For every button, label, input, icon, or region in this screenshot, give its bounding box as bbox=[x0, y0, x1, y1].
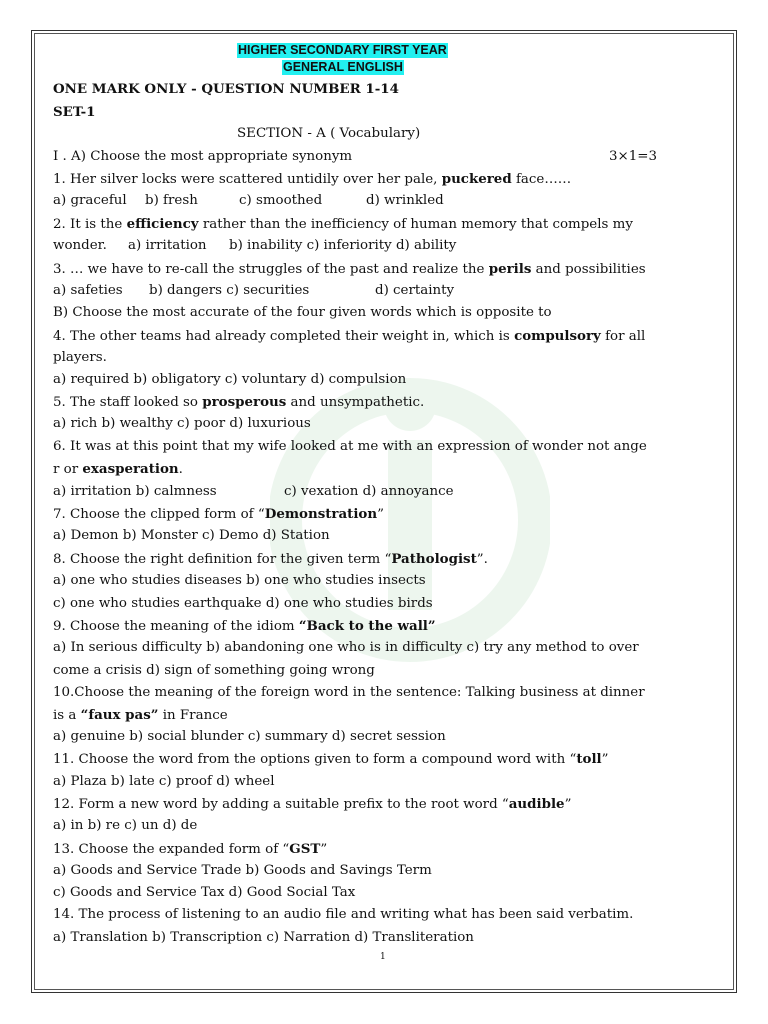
q12-options: a) in b) re c) un d) de bbox=[53, 818, 198, 833]
q11-text-post: ” bbox=[601, 752, 609, 767]
q2-text-post: rather than the inefficiency of human memory that compels my bbox=[198, 217, 633, 232]
q13-text-pre: 13. Choose the expanded form of “ bbox=[53, 842, 290, 857]
q3-text-pre: 3. … we have to re-call the struggles of the past and realize the bbox=[53, 262, 489, 277]
q7-options: a) Demon b) Monster c) Demo d) Station bbox=[53, 528, 330, 543]
question-4 bbox=[53, 327, 645, 346]
q2-line-2-start: wonder. bbox=[53, 238, 107, 253]
q12-text-pre: 12. Form a new word by adding a suitable prefix to the root word “ bbox=[53, 797, 509, 812]
q8-options-ab: a) one who studies diseases b) one who studies insects bbox=[53, 573, 426, 588]
q1-keyword: puckered bbox=[441, 171, 512, 187]
q6-text-post: . bbox=[178, 462, 183, 477]
part-b-instruction: B) Choose the most accurate of the four given words which is opposite to bbox=[53, 305, 552, 320]
q2-options-bcd: b) inability c) inferiority d) ability bbox=[229, 238, 457, 253]
q4-text-pre: 4. The other teams had already completed their weight in, which is bbox=[53, 329, 515, 344]
q11-options: a) Plaza b) late c) proof d) wheel bbox=[53, 774, 275, 789]
q8-keyword: Pathologist bbox=[391, 551, 477, 567]
paper-title: ONE MARK ONLY - QUESTION NUMBER 1-14 bbox=[53, 81, 399, 97]
q14-options: a) Translation b) Transcription c) Narration d) Transliteration bbox=[53, 930, 474, 945]
q13-options-ab: a) Goods and Service Trade b) Goods and Savings Term bbox=[53, 863, 432, 878]
question-12 bbox=[53, 795, 571, 814]
q6-line-2 bbox=[53, 460, 183, 479]
q6-options-ab: a) irritation b) calmness bbox=[53, 484, 217, 499]
question-7 bbox=[53, 505, 384, 524]
question-8 bbox=[53, 550, 488, 569]
q10-text-post: in France bbox=[158, 708, 228, 723]
q13-options-cd: c) Goods and Service Tax d) Good Social Tax bbox=[53, 885, 356, 900]
page-number: 1 bbox=[380, 952, 386, 962]
section-heading: SECTION - A ( Vocabulary) bbox=[237, 126, 421, 141]
q8-options-cd: c) one who studies earthquake d) one who studies birds bbox=[53, 596, 433, 611]
question-5 bbox=[53, 393, 424, 412]
q2-option-a: a) irritation bbox=[128, 238, 207, 253]
q6-keyword: exasperation bbox=[82, 461, 179, 477]
q10-line-2 bbox=[53, 706, 228, 725]
q5-text-post: and unsympathetic. bbox=[286, 395, 425, 410]
q1-option-b: b) fresh bbox=[145, 193, 198, 208]
q12-keyword: audible bbox=[508, 796, 565, 812]
q8-text-pre: 8. Choose the right definition for the given term “ bbox=[53, 552, 392, 567]
q5-keyword: prosperous bbox=[202, 394, 287, 410]
q6-text-pre: r or bbox=[53, 462, 83, 477]
q3-option-a: a) safeties bbox=[53, 283, 123, 298]
question-10: 10.Choose the meaning of the foreign word in the sentence: Talking business at dinner bbox=[53, 685, 645, 700]
question-13 bbox=[53, 840, 327, 859]
q4-keyword: compulsory bbox=[514, 328, 601, 344]
q1-text-pre: 1. Her silver locks were scattered untidily over her pale, bbox=[53, 172, 442, 187]
q1-option-a: a) graceful bbox=[53, 193, 127, 208]
q2-keyword: efficiency bbox=[126, 216, 199, 232]
q3-text-post: and possibilities bbox=[531, 262, 646, 277]
q4-line-2: players. bbox=[53, 350, 107, 365]
q9-options-line-1: a) In serious difficulty b) abandoning one who is in difficulty c) try any method to over bbox=[53, 640, 639, 655]
q1-option-c: c) smoothed bbox=[239, 193, 323, 208]
header-line-1: HIGHER SECONDARY FIRST YEAR bbox=[238, 43, 447, 57]
question-14: 14. The process of listening to an audio file and writing what has been said verbatim. bbox=[53, 907, 634, 922]
q13-keyword: GST bbox=[289, 841, 321, 857]
question-11 bbox=[53, 750, 608, 769]
q11-text-pre: 11. Choose the word from the options given to form a compound word with “ bbox=[53, 752, 577, 767]
q4-text-post: for all bbox=[600, 329, 646, 344]
q7-text-post: ” bbox=[377, 507, 384, 522]
q9-options-line-2: come a crisis d) sign of something going wrong bbox=[53, 663, 375, 678]
q10-options: a) genuine b) social blunder c) summary d) secret session bbox=[53, 729, 446, 744]
question-6: 6. It was at this point that my wife looked at me with an expression of wonder not ange bbox=[53, 439, 647, 454]
question-2 bbox=[53, 215, 633, 234]
q3-option-d: d) certainty bbox=[375, 283, 455, 298]
q9-text-pre: 9. Choose the meaning of the idiom bbox=[53, 619, 299, 634]
q10-keyword: “faux pas” bbox=[80, 707, 159, 723]
question-3 bbox=[53, 260, 646, 279]
set-label: SET-1 bbox=[53, 104, 96, 120]
q5-options: a) rich b) wealthy c) poor d) luxurious bbox=[53, 416, 311, 431]
q5-text-pre: 5. The staff looked so bbox=[53, 395, 203, 410]
q11-keyword: toll bbox=[576, 751, 602, 767]
q10-text-pre: is a bbox=[53, 708, 81, 723]
q9-keyword: “Back to the wall” bbox=[298, 618, 436, 634]
part-a-instruction: I . A) Choose the most appropriate synonym bbox=[53, 149, 353, 164]
q7-keyword: Demonstration bbox=[264, 506, 378, 522]
q8-text-post: ”. bbox=[476, 552, 488, 567]
part-a-marks: 3×1=3 bbox=[609, 149, 657, 164]
q2-text-pre: 2. It is the bbox=[53, 217, 127, 232]
q13-text-post: ” bbox=[320, 842, 328, 857]
q4-options: a) required b) obligatory c) voluntary d) compulsion bbox=[53, 372, 407, 387]
q3-options-bc: b) dangers c) securities bbox=[149, 283, 310, 298]
question-1 bbox=[53, 170, 571, 189]
q7-text-pre: 7. Choose the clipped form of “ bbox=[53, 507, 265, 522]
header-line-2: GENERAL ENGLISH bbox=[283, 60, 403, 74]
q3-keyword: perils bbox=[488, 261, 532, 277]
question-9 bbox=[53, 617, 436, 636]
q12-text-post: ” bbox=[564, 797, 572, 812]
q1-option-d: d) wrinkled bbox=[366, 193, 444, 208]
q1-text-post: face…… bbox=[511, 172, 572, 187]
q6-options-cd: c) vexation d) annoyance bbox=[284, 484, 454, 499]
